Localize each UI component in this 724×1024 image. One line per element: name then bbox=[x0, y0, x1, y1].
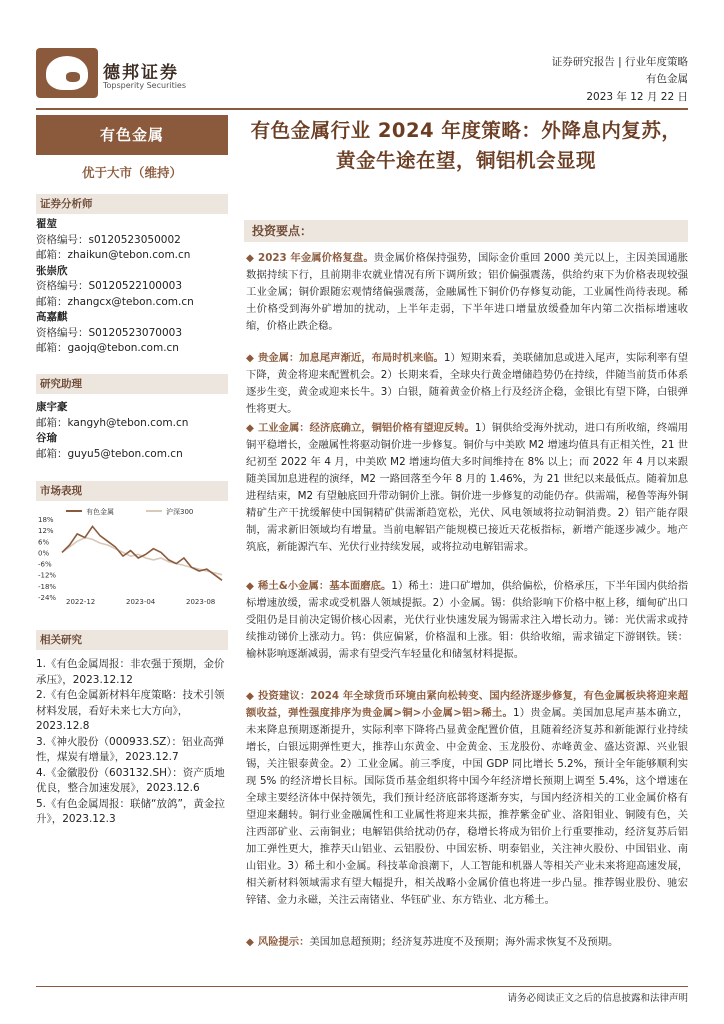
analyst-name: 高嘉麒 bbox=[36, 311, 68, 323]
para-precious-metals: ◆ 贵金属：加息尾声渐近，布局时机来临。1）短期来看，美联储加息或进入尾声，实际利率有望下降，黄金将迎来配置机会。2）长期来看，全球央行黄金增储趋势仍在持续，伴随当前货币体系逐步生变，黄金或迎来长牛。3）白银，随着黄金价格上行及经济企稳，金银比有望下降，白银弹性将更大。 bbox=[246, 352, 688, 415]
analyst-name: 张崇欣 bbox=[36, 264, 68, 277]
x-tick-label: 2022-12 bbox=[66, 598, 96, 605]
related-list bbox=[36, 657, 228, 828]
related-title: 相关研究 bbox=[36, 630, 228, 650]
para-head: 稀土&小金属：基本面磨底。 bbox=[257, 580, 392, 592]
brand-name: 德邦证券 bbox=[103, 63, 179, 83]
y-tick-label: -24% bbox=[38, 594, 57, 602]
para-rare-earth: ◆ 稀土&小金属：基本面磨底。1）稀土：进口矿增加，供给偏松，价格承压，下半年国内供给指标增速放缓，需求或受机器人领域提振。2）小金属。锡：供给影响下价格中枢上移，缅甸矿出口受阻仍是目前决定锡价核心因素，光伏行业快速发展为锡需求注入增长动力。锑：光伏需求或持续推动锑价上涨动力。钨：供应偏紧，价格温和上涨。钼：供给收缩，需求锚定下游钢铁。镁：榆林影响逐渐减弱，需求有望受汽车轻量化和储氢材料提振。 bbox=[246, 580, 688, 660]
footer-divider bbox=[36, 986, 688, 987]
assistants-list bbox=[36, 400, 228, 462]
company-logo bbox=[36, 48, 98, 98]
y-tick-label: 18% bbox=[38, 516, 54, 524]
analysts-list bbox=[36, 217, 228, 357]
y-tick-label: -12% bbox=[38, 571, 57, 580]
analyst-email: 邮箱：gaojq@tebon.com.cn bbox=[36, 342, 179, 354]
rating: 优于大市（维持） bbox=[81, 165, 182, 180]
report-title: 有色金属行业 2024 年度策略：外降息内复苏，黄金牛途在望，铜铝机会显现 bbox=[250, 119, 682, 172]
analysts-title: 证券分析师 bbox=[36, 194, 228, 214]
related-item[interactable]: 3.《神火股份（000933.SZ）：铝业高弹性，煤炭有增量》，2023.12.7 bbox=[36, 735, 225, 763]
para-price-review: ◆ 2023 年金属价格复盘。贵金属价格保持强势，国际金价重回 2000 美元以上，主因美国通胀数据持续下行，且前期非农就业情况有所下调所致；铝价偏强震荡，供给约束下为价格表现较强工业金属；铜价跟随宏观情绪偏强震荡，金融属性下铜价仍存修复动能，工业属性尚待表现。稀土价格受到海外矿增加的扰动，上半年走弱，下半年进口增量放缓叠加年内第二次指标增速收缩，价格止跌企稳。 bbox=[246, 252, 689, 332]
report-type: 证券研究报告 | 行业年度策略 bbox=[551, 56, 688, 68]
y-tick-label: 12% bbox=[38, 527, 54, 536]
para-head: 风险提示： bbox=[257, 936, 310, 948]
footer-disclaimer: 请务必阅读正文之后的信息披露和法律声明 bbox=[507, 993, 688, 1004]
market-title: 市场表现 bbox=[36, 481, 228, 501]
para-industrial-metals: ◆ 工业金属：经济底确立，铜铝价格有望迎反转。1）铜供给受海外扰动，进口有所收缩，终端用铜平稳增长，金融属性将驱动铜价进一步修复。铜价与中美欧 M2 增速均值具有正相关性，21 世纪初至 2022 年 4 月，中美欧 M2 增速均值大多时间维持在 8% 以上；而 2022 年 4 月以来跟随美国加息进程的演绎，M2 一路回落至今年 8 月的 1.46%，为 21 世纪以来最低点。随着加息进程结束，M2 有望触底回升带动铜价上涨。铜价进一步修复的动能仍存。供需端，秘鲁等海外铜精矿生产干扰缓解使中国铜精矿供需渐趋宽松，光伏、风电领域将拉动铜消费。2）铝产能存限制，需求新旧领域均有增量。当前电解铝产能规模已接近天花板指标，新增产能逐步减少。地产筑底，新能源汽车、光伏行业持续发展，或将拉动电解铝需求。 bbox=[246, 422, 688, 553]
assistant-email: 邮箱：guyu5@tebon.com.cn bbox=[36, 447, 183, 460]
para-investment-advice: ◆ 投资建议：2024 年全球货币环境由紧向松转变、国内经济逐步修复，有色金属板块将迎来超额收益，弹性强度排序为贵金属>铜>小金属>铝>稀土。1）贵金属。美国加息尾声基本确立，未来降息预期逐渐提升，实际利率下降将凸显黄金配置价值，且随着经济复苏和新能源行业持续增长，白银远期弹性更大，推荐山东黄金、中金黄金、玉龙股份、赤峰黄金、盛达资源、兴业银锡，关注银泰黄金。2）工业金属。前三季度，中国 GDP 同比增长 5.2%，预计全年能够顺利实现 5% 的经济增长目标。国际货币基金组织将中国今年经济增长预期上调至 5.4%，这个增速在全球主要经济体中保持领先，我们预计经济底部将逐渐夯实，与国内经济相关的工业金属价格有望迎来翻转。铜行业金融属性和工业属性将迎来共振，推荐紫金矿业、洛阳钼业、铜陵有色，关注西部矿业、云南铜业；电解铝供给扰动仍存，稳增长将成为铝价上行重要推动，经济复苏后铝加工弹性更大，推荐天山铝业、云铝股份、中国宏桥、明泰铝业，关注神火股份、中国铝业、南山铝业。3）稀土和小金属。科技革命浪潮下，人工智能和机器人等相关产业未来将迎高速发展，相关新材料领域需求有望大幅提升，相关战略小金属价值也将进一步凸显。推荐锡业股份、驰宏锌锗、金力永磁，关注云南锗业、华钰矿业、东方锆业、北方稀土。 bbox=[246, 690, 688, 906]
analyst-cert: 资格编号：s0120523050002 bbox=[36, 233, 181, 246]
para-body: 1）铜供给受海外扰动，进口有所收缩，终端用铜平稳增长，金融属性将驱动铜价进一步修复。铜价与中美欧 M2 增速均值具有正相关性，21 世纪初至 2022 年 4 月，中美欧 M2 增速均值大多时间维持在 8% 以上；而 2022 年 4 月以来跟随美国加息进程的演绎，M2 一路回落至今年 8 月的 1.46%，为 21 世纪以来最低点。随着加息进程结束，M2 有望触底回升带动铜价上涨。铜价进一步修复的动能仍存。供需端，秘鲁等海外铜精矿生产干扰缓解使中国铜精矿供需渐趋宽松，光伏、风电领域将拉动铜消费。2）铝产能存限制，需求新旧领域均有增量。当前电解铝产能规模已接近天花板指标，新增产能逐步减少。地产筑底，新能源汽车、光伏行业持续发展，或将拉动电解铝需求。 bbox=[246, 422, 688, 553]
para-head: 贵金属：加息尾声渐近，布局时机来临。 bbox=[257, 352, 444, 364]
assistant-title: 研究助理 bbox=[36, 374, 228, 394]
analyst-cert: 资格编号：S0120522100003 bbox=[36, 280, 183, 292]
assistant-name: 谷瑜 bbox=[36, 432, 57, 444]
y-tick-label: -6% bbox=[38, 560, 52, 569]
y-tick-label: 6% bbox=[38, 538, 50, 547]
para-risk: ◆ 风险提示：美国加息超预期；经济复苏进度不及预期；海外需求恢复不及预期。 bbox=[246, 936, 619, 948]
legend-label: 沪深300 bbox=[166, 508, 194, 516]
related-item[interactable]: 2.《有色金属新材料年度策略：技术引领材料发展，看好未来七大方向》，2023.12.8 bbox=[36, 689, 225, 732]
analyst-cert: 资格编号：S0120523070003 bbox=[36, 326, 183, 339]
report-date: 2023 年 12 月 22 日 bbox=[586, 91, 688, 103]
header-divider bbox=[36, 108, 688, 110]
para-body: 1）短期来看，美联储加息或进入尾声，实际利率有望下降，黄金将迎来配置机会。2）长期来看，全球央行黄金增储趋势仍在持续，伴随当前货币体系逐步生变，黄金或迎来长牛。3）白银，随着黄金价格上行及经济企稳，金银比有望下降，白银弹性将更大。 bbox=[246, 352, 688, 415]
para-body: 1）稀土：进口矿增加，供给偏松，价格承压，下半年国内供给指标增速放缓，需求或受机器人领域提振。2）小金属。锡：供给影响下价格中枢上移，缅甸矿出口受阻仍是目前决定锡价核心因素，光伏行业快速发展为锡需求注入增长动力。锑：光伏需求或持续推动锑价上涨动力。钨：供应偏紧，价格温和上涨。钼：供给收缩，需求锚定下游钢铁。镁：榆林影响逐渐减弱，需求有望受汽车轻量化和储氢材料提振。 bbox=[246, 580, 688, 660]
y-tick-label: 0% bbox=[38, 549, 50, 558]
header-sector: 有色金属 bbox=[646, 73, 688, 85]
x-tick-label: 2023-04 bbox=[126, 598, 156, 605]
legend-label: 有色金属 bbox=[86, 508, 114, 516]
para-head: 2023 年金属价格复盘。 bbox=[258, 252, 374, 264]
sector-box: 有色金属 bbox=[36, 115, 228, 155]
para-body: 1）贵金属。美国加息尾声基本确立，未来降息预期逐渐提升，实际利率下降将凸显黄金配置价值，且随着经济复苏和新能源行业持续增长，白银远期弹性更大，推荐山东黄金、中金黄金、玉龙股份、赤峰黄金、盛达资源、兴业银锡，关注银泰黄金。2）工业金属。前三季度，中国 GDP 同比增长 5.2%，预计全年能够顺利实现 5% 的经济增长目标。国际货币基金组织将中国今年经济增长预期上调至 5.4%，这个增速在全球主要经济体中保持领先，我们预计经济底部将逐渐夯实，与国内经济相关的工业金属价格有望迎来翻转。铜行业金融属性和工业属性将迎来共振，推荐紫金矿业、洛阳钼业、铜陵有色，关注西部矿业、云南铜业；电解铝供给扰动仍存，稳增长将成为铝价上行重要推动，经济复苏后铝加工弹性更大，推荐天山铝业、云铝股份、中国宏桥、明泰铝业，关注神火股份、中国铝业、南山铝业。3）稀土和小金属。科技革命浪潮下，人工智能和机器人等相关产业未来将迎高速发展，相关新材料领域需求有望大幅提升，相关战略小金属价值也将进一步凸显。推荐锡业股份、驰宏锌锗、金力永磁，关注云南锗业、华钰矿业、东方锆业、北方稀土。 bbox=[246, 707, 688, 906]
investment-highlights-title: 投资要点： bbox=[244, 220, 688, 242]
brand-name-en: Topsperity Securities bbox=[103, 81, 187, 90]
para-head: 投资建议：2024 年全球货币环境由紧向松转变、国内经济逐步修复，有色金属板块将迎来超额收益，弹性强度排序为贵金属>铜>小金属>铝>稀土。 bbox=[246, 690, 688, 719]
x-tick-label: 2023-08 bbox=[186, 598, 216, 605]
market-chart-svg bbox=[36, 505, 228, 605]
analyst-email: 邮箱：zhaikun@tebon.com.cn bbox=[36, 249, 191, 261]
y-tick-label: -18% bbox=[38, 582, 57, 591]
para-head: 工业金属：经济底确立，铜铝价格有望迎反转。 bbox=[257, 422, 475, 434]
market-chart bbox=[36, 505, 228, 605]
assistant-name: 康宇豪 bbox=[36, 401, 68, 413]
related-item[interactable]: 1.《有色金属周报：非农强于预期，金价承压》，2023.12.12 bbox=[36, 658, 225, 686]
assistant-email: 邮箱：kangyh@tebon.com.cn bbox=[36, 416, 189, 429]
analyst-email: 邮箱：zhangcx@tebon.com.cn bbox=[36, 295, 194, 308]
analyst-name: 翟堃 bbox=[36, 218, 57, 230]
para-body: 美国加息超预期；经济复苏进度不及预期；海外需求恢复不及预期。 bbox=[309, 936, 619, 948]
related-item[interactable]: 5.《有色金属周报：联储“放鸽”，黄金拉升》，2023.12.3 bbox=[36, 797, 225, 825]
related-item[interactable]: 4.《金徽股份（603132.SH）：资产质地优良，整合加速发展》，2023.12.6 bbox=[36, 766, 225, 794]
series-line bbox=[62, 526, 222, 580]
para-body: 贵金属价格保持强势，国际金价重回 2000 美元以上，主因美国通胀数据持续下行，且前期非农就业情况有所下调所致；铝价偏强震荡，供给约束下为价格表现较强工业金属；铜价跟随宏观情绪偏强震荡，金融属性下铜价仍存修复动能，工业属性尚待表现。稀土价格受到海外矿增加的扰动，上半年走弱，下半年进口增量放缓叠加年内第二次指标增速收缩，价格止跌企稳。 bbox=[246, 252, 689, 332]
